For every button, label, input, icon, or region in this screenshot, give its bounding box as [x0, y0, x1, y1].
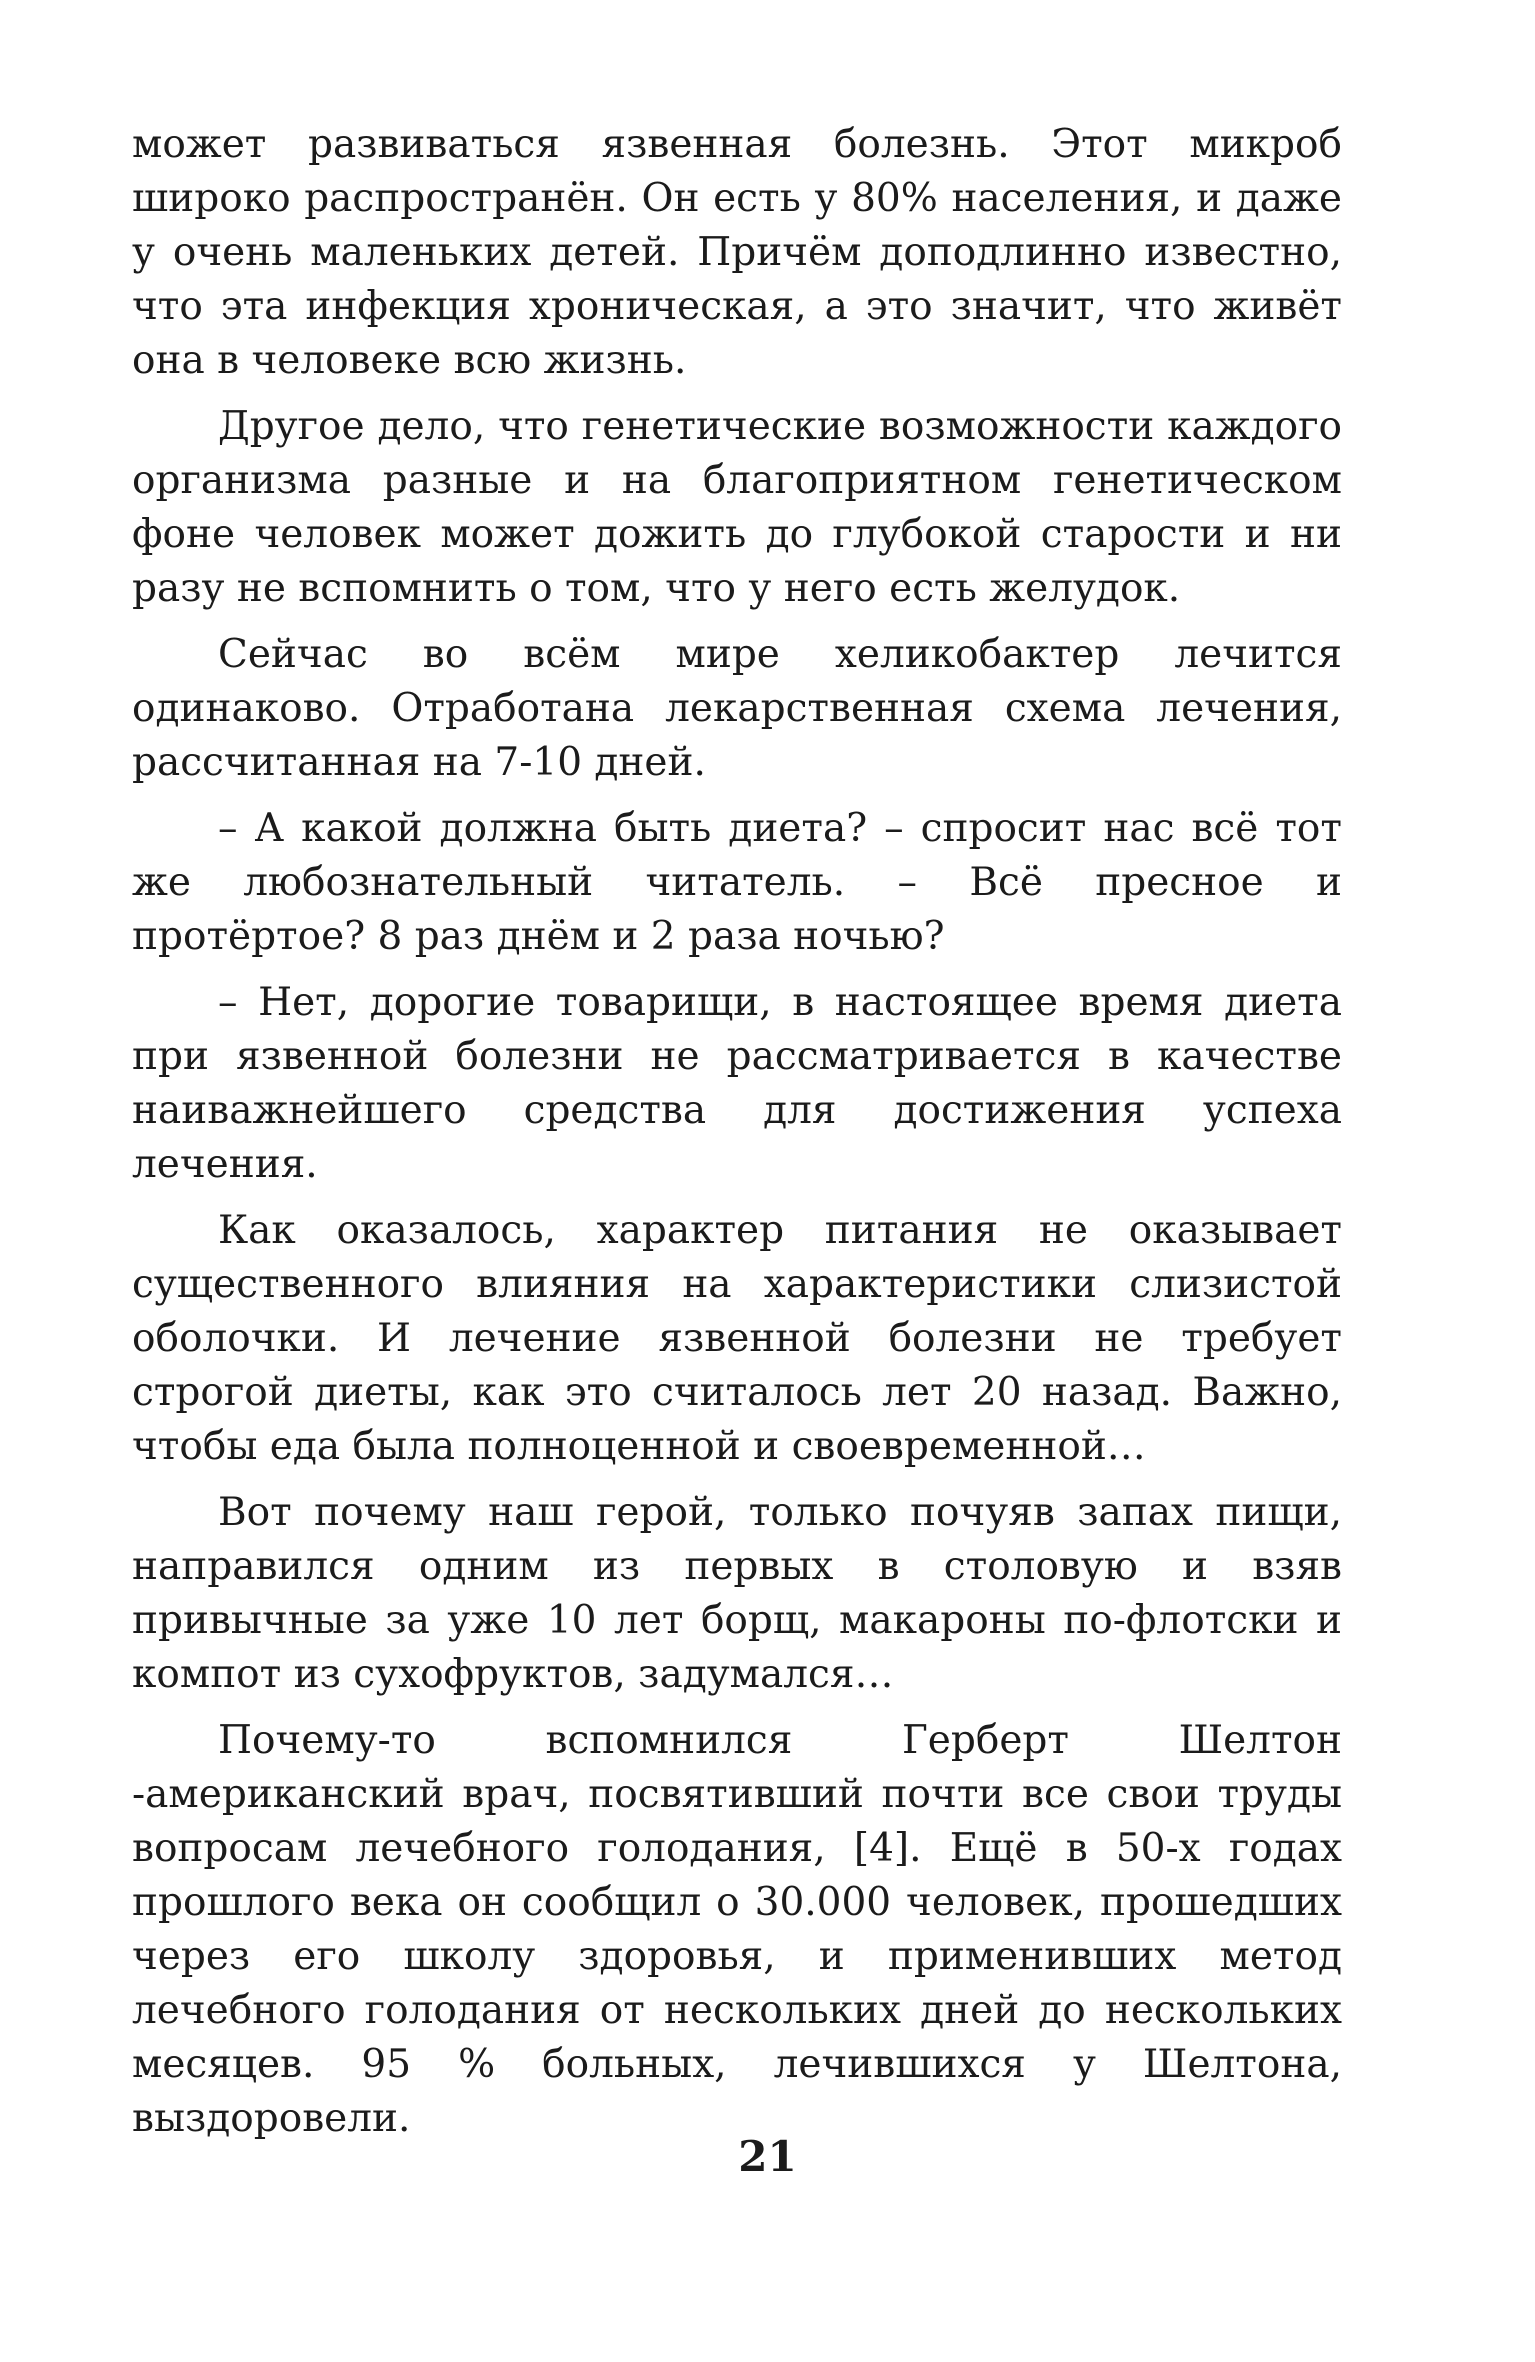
paragraph-2: Другое дело, что генетические возможности каждого организма разные и на благоприятном генетическом фоне человек может дожить до глубокой старости и ни разу не вспомнить о том, что у него есть желудок.	[132, 404, 1342, 611]
page-body	[132, 118, 1342, 2146]
paragraph-1: может развиваться язвенная болезнь. Этот микроб широко распространён. Он есть у 80% населения, и даже у очень маленьких детей. Причём доподлинно известно, что эта инфекция хроническая, а это значит, что живёт она в человеке всю жизнь.	[132, 122, 1342, 383]
paragraph-5-dialogue: – Нет, дорогие товарищи, в настоящее время диета при язвенной болезни не рассматривается в качестве наиважнейшего средства для достижения успеха лечения.	[132, 980, 1342, 1187]
paragraph-4-dialogue: – А какой должна быть диета? – спросит нас всё тот же любознательный читатель. – Всё пресное и протёртое? 8 раз днём и 2 раза ночью?	[132, 806, 1342, 959]
paragraph-6: Как оказалось, характер питания не оказывает существенного влияния на характеристики слизистой оболочки. И лечение язвенной болезни не требует строгой диеты, как это считалось лет 20 назад. Важно, чтобы еда была полноценной и своевременной…	[132, 1208, 1342, 1469]
page-number: 21	[738, 2132, 797, 2181]
paragraph-8: Почему-то вспомнился Герберт Шелтон -американский врач, посвятивший почти все свои труды вопросам лечебного голодания, [4]. Ещё в 50-х годах прошлого века он сообщил о 30.000 человек, прошедших через его школу здоровья, и применивших метод лечебного голодания от нескольких дней до нескольких месяцев. 95 % больных, лечившихся у Шелтона, выздоровели.	[132, 1718, 1342, 2141]
paragraph-3: Сейчас во всём мире хеликобактер лечится одинаково. Отработана лекарственная схема лечения, рассчитанная на 7-10 дней.	[132, 632, 1342, 785]
paragraph-7: Вот почему наш герой, только почуяв запах пищи, направился одним из первых в столовую и взяв привычные за уже 10 лет борщ, макароны по-флотски и компот из сухофруктов, задумался…	[132, 1490, 1342, 1697]
